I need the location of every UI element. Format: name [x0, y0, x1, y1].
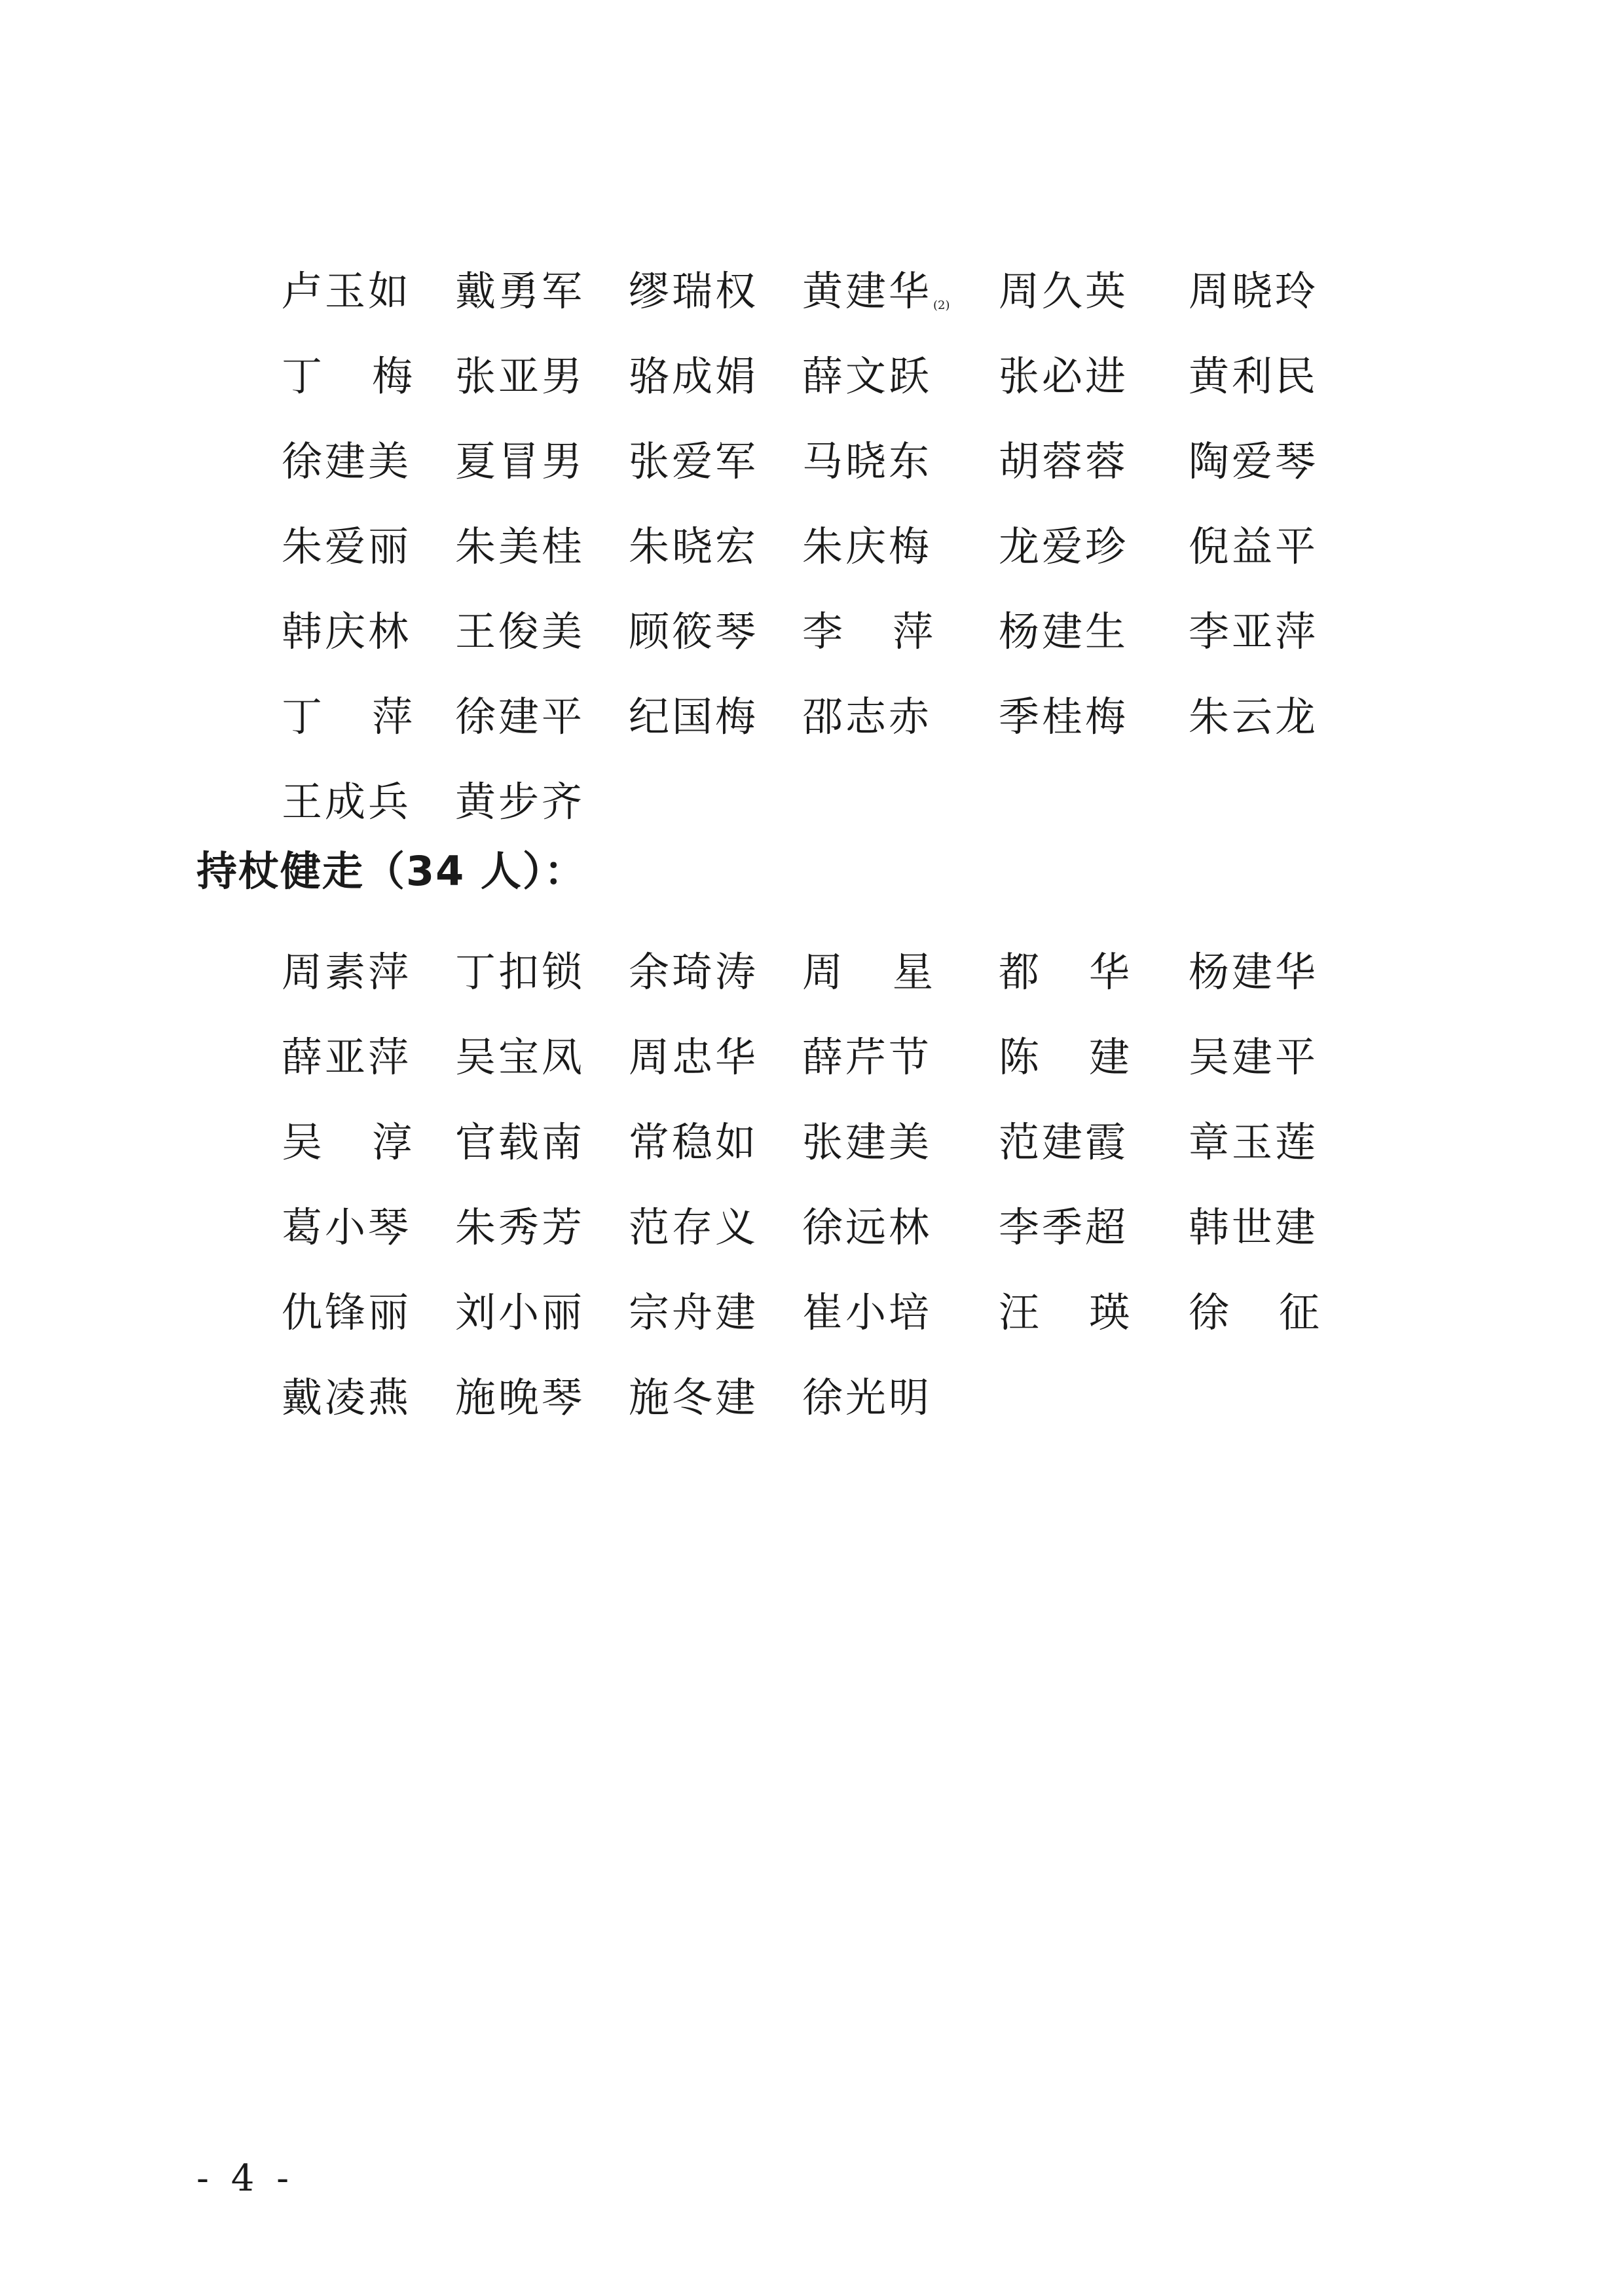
name-entry: 周素萍 [282, 948, 412, 996]
name-entry: 黄步齐 [455, 778, 585, 826]
name-entry: 范建霞 [999, 1118, 1129, 1166]
name-entry: 周晓玲 [1189, 267, 1319, 315]
name-list-group-a [282, 249, 1395, 845]
name-entry: 夏冒男 [455, 437, 585, 485]
name-entry: 吴建平 [1189, 1033, 1319, 1081]
name-entry: 杨建华 [1189, 948, 1319, 996]
name-entry: 宗舟建 [629, 1288, 759, 1336]
name-entry: 朱美桂 [455, 522, 585, 570]
name-entry: 戴凌燕 [282, 1374, 412, 1421]
name-entry: 黄建华 $^{(2)}$ [802, 267, 950, 315]
name-entry: 崔小培 [802, 1288, 932, 1336]
name-entry: 丁扣锁 [455, 948, 585, 996]
name-entry: 徐远林 [802, 1203, 932, 1251]
name-entry: 张必进 [999, 352, 1129, 400]
name-entry: 李 萍 [802, 608, 933, 655]
name-entry: 刘小丽 [455, 1288, 585, 1336]
name-note: (2) [933, 299, 950, 312]
name-entry: 徐建平 [455, 693, 585, 740]
page-number: - 4 - [196, 2157, 295, 2200]
name-entry: 施冬建 [629, 1374, 759, 1421]
name-entry: 陈 建 [999, 1033, 1130, 1081]
name-entry: 仇锋丽 [282, 1288, 412, 1336]
name-entry: 徐建美 [282, 437, 412, 485]
name-entry: 汪 瑛 [999, 1288, 1130, 1336]
name-entry: 张爱军 [629, 437, 759, 485]
name-entry: 薛文跃 [802, 352, 932, 400]
name-entry: 周久英 [999, 267, 1129, 315]
name-entry: 杨建生 [999, 608, 1129, 655]
name-entry: 张建美 [802, 1118, 932, 1166]
name-entry: 王成兵 [282, 778, 412, 826]
name-entry: 黄利民 [1189, 352, 1319, 400]
name-entry: 季桂梅 [999, 693, 1129, 740]
name-entry: 朱庆梅 [802, 522, 932, 570]
name-entry: 纪国梅 [629, 693, 759, 740]
name-entry: 韩世建 [1189, 1203, 1319, 1251]
name-entry: 李季超 [999, 1203, 1129, 1251]
name-entry: 邵志赤 [802, 693, 932, 740]
name-entry: 周 星 [802, 948, 933, 996]
name-entry: 常稳如 [629, 1118, 759, 1166]
name-entry: 王俊美 [455, 608, 585, 655]
name-entry: 马晓东 [802, 437, 932, 485]
name-entry: 余琦涛 [629, 948, 759, 996]
name-entry: 朱爱丽 [282, 522, 412, 570]
name-entry: 朱云龙 [1189, 693, 1319, 740]
name-entry: 朱秀芳 [455, 1203, 585, 1251]
name-entry: 胡蓉蓉 [999, 437, 1129, 485]
name-entry: 李亚萍 [1189, 608, 1319, 655]
name-entry: 葛小琴 [282, 1203, 412, 1251]
name-entry: 徐 征 [1189, 1288, 1320, 1336]
name-entry: 施晚琴 [455, 1374, 585, 1421]
name-entry: 薛亚萍 [282, 1033, 412, 1081]
name-entry: 丁 梅 [282, 352, 413, 400]
name-entry: 吴 淳 [282, 1118, 413, 1166]
name-entry: 缪瑞权 [629, 267, 759, 315]
name-entry: 顾筱琴 [629, 608, 759, 655]
name-entry: 丁 萍 [282, 693, 413, 740]
name-entry: 都 华 [999, 948, 1130, 996]
name-entry: 吴宝凤 [455, 1033, 585, 1081]
name-entry: 周忠华 [629, 1033, 759, 1081]
name-entry: 徐光明 [802, 1374, 932, 1421]
name-entry: 张亚男 [455, 352, 585, 400]
name-entry: 骆成娟 [629, 352, 759, 400]
name-entry: 戴勇军 [455, 267, 585, 315]
name-entry: 范存义 [629, 1203, 759, 1251]
name-list-group-b [282, 930, 1395, 1440]
name-entry: 陶爱琴 [1189, 437, 1319, 485]
name-entry: 章玉莲 [1189, 1118, 1319, 1166]
name-entry: 薛芹节 [802, 1033, 932, 1081]
name-entry: 韩庆林 [282, 608, 412, 655]
name-entry: 倪益平 [1189, 522, 1319, 570]
name-entry: 卢玉如 [282, 267, 412, 315]
name-entry: 朱晓宏 [629, 522, 759, 570]
name-entry: 官载南 [455, 1118, 585, 1166]
section-heading: 持杖健走（34 人）： [196, 847, 586, 895]
name-entry: 龙爱珍 [999, 522, 1129, 570]
